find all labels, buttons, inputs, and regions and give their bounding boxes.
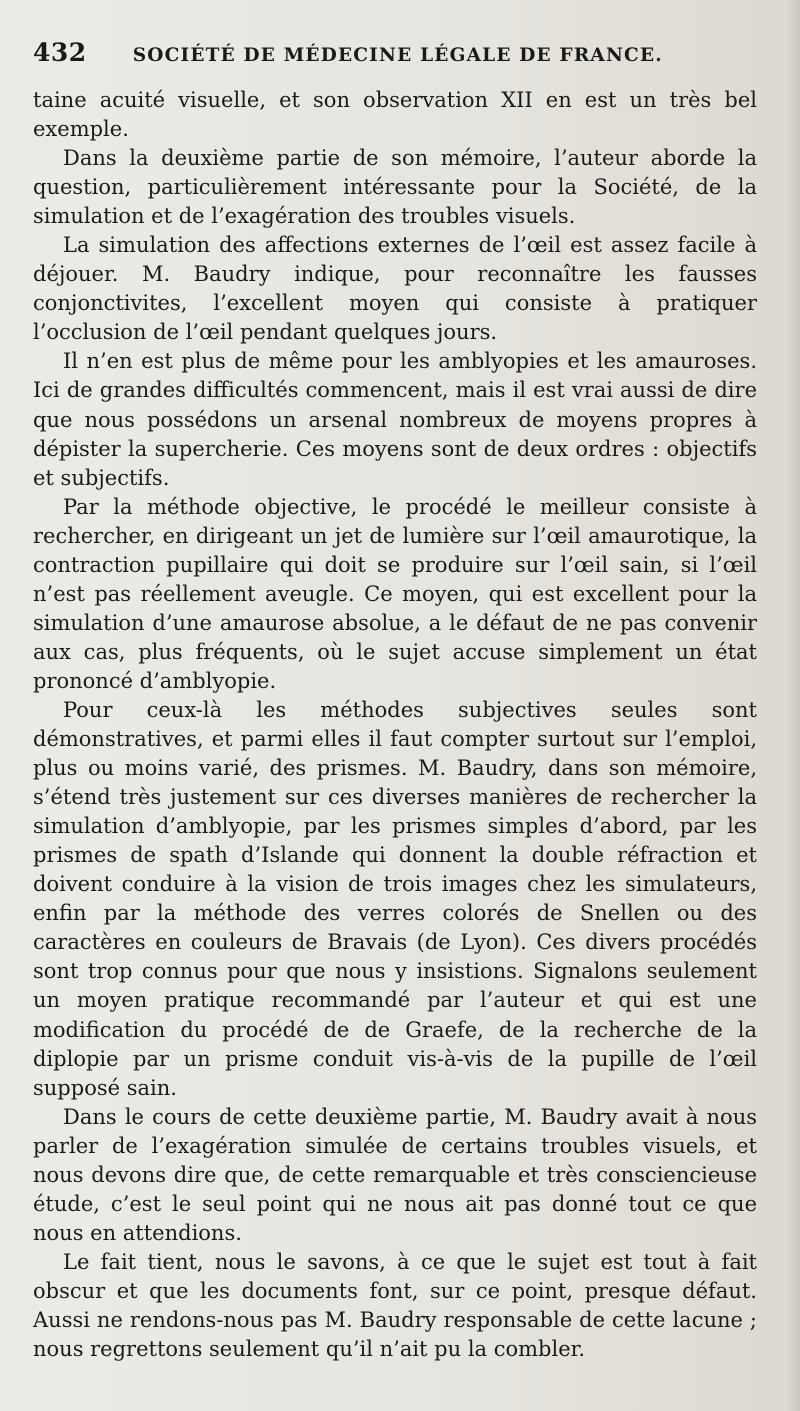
page-edge-shadow <box>786 0 800 1411</box>
paragraph-continuation: taine acuité visuelle, et son observation XII en est un très bel exemple. <box>33 88 757 142</box>
body-text <box>33 86 757 1364</box>
paragraph: Pour ceux-là les méthodes subjectives seules sont démonstratives, et parmi elles il faut compter surtout sur l’emploi, plus ou moins varié, des prismes. M. Baudry, dans son mémoire, s’étend très justement sur ces diverses manières de rechercher la simulation d’amblyopie, par les prismes simples d’abord, par les prismes de spath d’Islande qui donnent la double réfraction et doivent conduire à la vision de trois images chez les simulateurs, enfin par la méthode des verres colorés de Snellen ou des caractères en couleurs de Bravais (de Lyon). Ces divers procédés sont trop connus pour que nous y insistions. Signalons seulement un moyen pratique recommandé par l’auteur et qui est une modification du procédé de de Graefe, de la recherche de la diplopie par un prisme conduit vis-à-vis de la pupille de l’œil supposé sain. <box>33 697 757 1100</box>
paragraph: La simulation des affections externes de l’œil est assez facile à déjouer. M. Baudry indique, pour reconnaître les fausses conjonctivites, l’excellent moyen qui consiste à pratiquer l’occlusion de l’œil pendant quelques jours. <box>33 233 757 345</box>
paragraph: Par la méthode objective, le procédé le meilleur consiste à rechercher, en dirigeant un jet de lumière sur l’œil amaurotique, la contraction pupillaire qui doit se produire sur l’œil sain, si l’œil n’est pas réellement aveugle. Ce moyen, qui est excellent pour la simulation d’une amaurose absolue, a le défaut de ne pas convenir aux cas, plus fréquents, où le sujet accuse simplement un état prononcé d’amblyopie. <box>33 494 757 693</box>
paragraph: Dans la deuxième partie de son mémoire, l’auteur aborde la question, particulièrement intéressante pour la Société, de la simulation et de l’exagération des troubles visuels. <box>33 146 757 229</box>
page-number: 432 <box>33 38 87 67</box>
paragraph: Dans le cours de cette deuxième partie, M. Baudry avait à nous parler de l’exagération simulée de certains troubles visuels, et nous devons dire que, de cette remarquable et très consciencieuse étude, c’est le seul point qui ne nous ait pas donné tout ce que nous en attendions. <box>33 1104 757 1245</box>
paragraph: Le fait tient, nous le savons, à ce que le sujet est tout à fait obscur et que les documents font, sur ce point, presque défaut. Aussi ne rendons-nous pas M. Baudry responsable de cette lacune ; nous regrettons seulement qu’il n’ait pu la combler. <box>33 1249 757 1362</box>
page-header <box>33 38 760 78</box>
running-title: SOCIÉTÉ DE MÉDECINE LÉGALE DE FRANCE. <box>132 45 663 66</box>
paragraph: Il n’en est plus de même pour les amblyopies et les amauroses. Ici de grandes difficultés commencent, mais il est vrai aussi de dire que nous possédons un arsenal nombreux de moyens propres à dépister la supercherie. Ces moyens sont de deux ordres : objectifs et subjectifs. <box>33 349 757 490</box>
